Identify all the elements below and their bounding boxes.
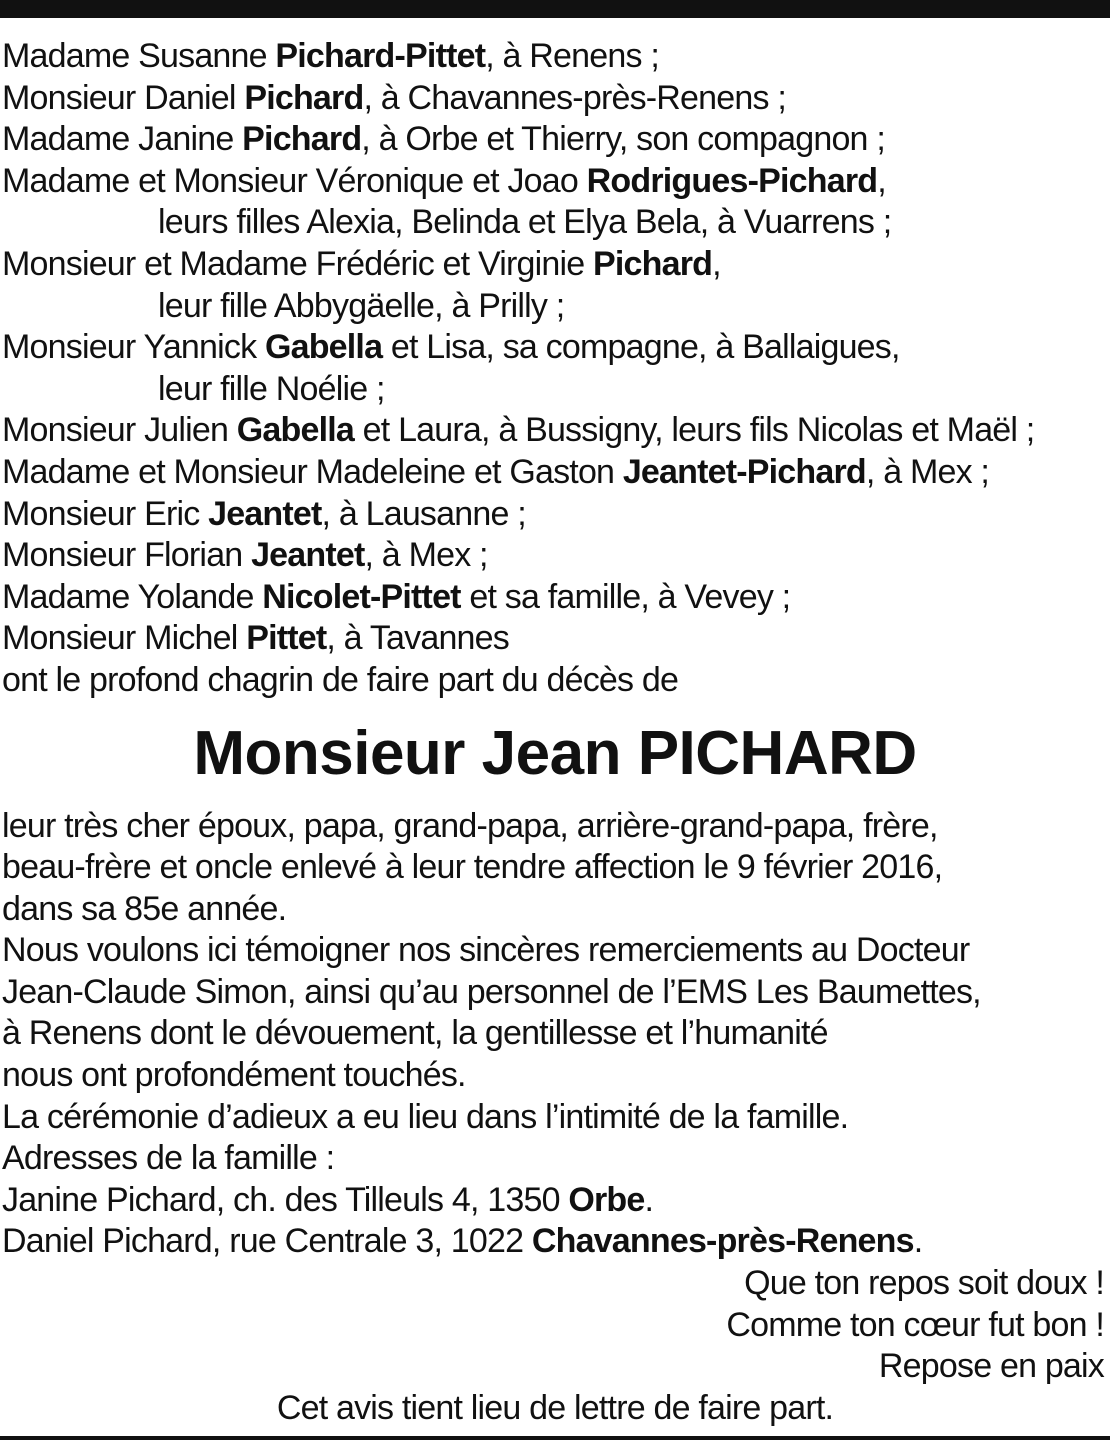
top-rule	[0, 0, 1110, 18]
family-line: Monsieur Julien Gabella et Laura, à Bussigny, leurs fils Nicolas et Maël ;	[2, 411, 1035, 450]
closing-line: Repose en paix	[878, 1347, 1104, 1386]
closing-line: Comme ton cœur fut bon !	[726, 1305, 1104, 1344]
family-line-continuation: leur fille Noélie ;	[158, 369, 385, 408]
family-line: Madame Susanne Pichard-Pittet, à Renens ;	[2, 37, 659, 75]
family-line: Monsieur Florian Jeantet, à Mex ;	[2, 536, 488, 575]
announcement-text: ont le profond chagrin de faire part du décès de	[2, 660, 679, 699]
body-line: Adresses de la famille :	[2, 1139, 335, 1178]
family-addresses	[2, 1180, 1108, 1263]
bottom-rule	[0, 1436, 1110, 1440]
body-line: Nous voulons ici témoigner nos sincères remerciements au Docteur	[2, 931, 970, 970]
family-line: Monsieur Eric Jeantet, à Lausanne ;	[2, 494, 526, 533]
family-line: Monsieur et Madame Frédéric et Virginie Pichard,	[2, 244, 721, 283]
obituary-notice	[2, 36, 1108, 1429]
family-list	[2, 36, 1108, 660]
address-line: Janine Pichard, ch. des Tilleuls 4, 1350 Orbe.	[2, 1180, 654, 1219]
family-line-continuation: leur fille Abbygäelle, à Prilly ;	[158, 286, 565, 325]
family-line: Madame et Monsieur Véronique et Joao Rodrigues-Pichard,	[2, 161, 886, 200]
family-line: Monsieur Daniel Pichard, à Chavannes-près-Renens ;	[2, 78, 786, 117]
body-line: leur très cher époux, papa, grand-papa, arrière-grand-papa, frère,	[2, 806, 938, 845]
family-line: Madame Janine Pichard, à Orbe et Thierry, son compagnon ;	[2, 120, 885, 159]
family-line: Monsieur Yannick Gabella et Lisa, sa compagne, à Ballaigues,	[2, 328, 900, 367]
closing-line: Que ton repos soit doux !	[744, 1264, 1104, 1303]
body-line: La cérémonie d’adieux a eu lieu dans l’intimité de la famille.	[2, 1097, 849, 1136]
deceased-name: Monsieur Jean PICHARD	[193, 718, 917, 788]
closing-verse	[2, 1263, 1108, 1388]
family-line: Madame et Monsieur Madeleine et Gaston Jeantet-Pichard, à Mex ;	[2, 452, 990, 491]
body-line: dans sa 85e année.	[2, 889, 287, 928]
body-line: beau-frère et oncle enlevé à leur tendre affection le 9 février 2016,	[2, 848, 943, 887]
body-line: à Renens dont le dévouement, la gentillesse et l’humanité	[2, 1014, 828, 1053]
footer-note: Cet avis tient lieu de lettre de faire part.	[276, 1388, 834, 1427]
body-line: nous ont profondément touchés.	[2, 1056, 466, 1095]
notice-body	[2, 806, 1108, 1180]
family-line: Monsieur Michel Pittet, à Tavannes	[2, 619, 509, 658]
family-line-continuation: leurs filles Alexia, Belinda et Elya Bela, à Vuarrens ;	[158, 203, 892, 242]
address-line: Daniel Pichard, rue Centrale 3, 1022 Chavannes-près-Renens.	[2, 1222, 923, 1261]
body-line: Jean-Claude Simon, ainsi qu’au personnel de l’EMS Les Baumettes,	[2, 972, 981, 1011]
family-line: Madame Yolande Nicolet-Pittet et sa famille, à Vevey ;	[2, 577, 791, 616]
